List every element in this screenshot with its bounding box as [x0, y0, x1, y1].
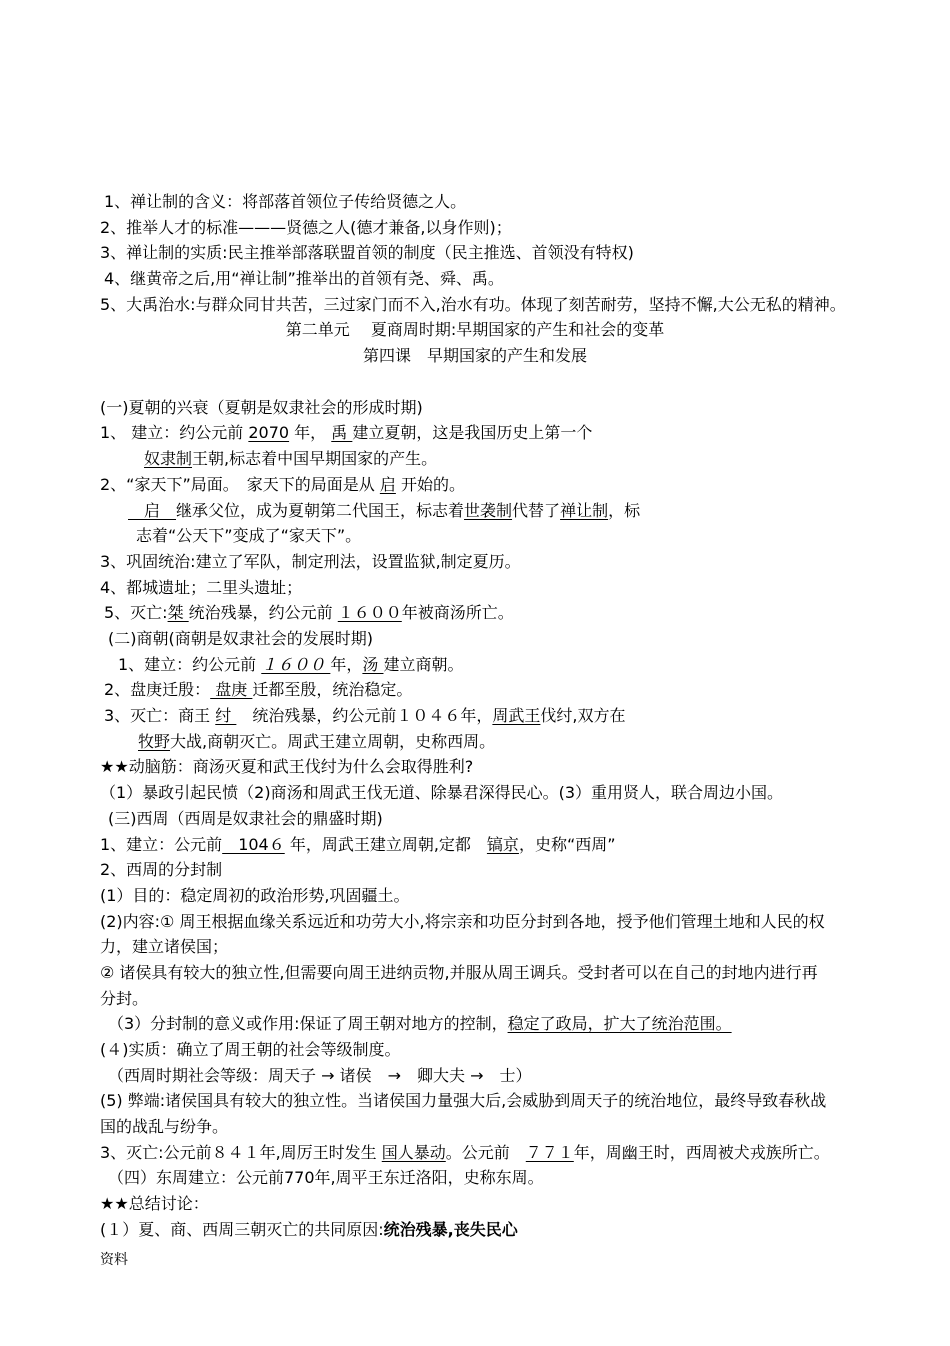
answer-abdication: 禅让制 [560, 501, 609, 520]
line-fenfeng-content: (2)内容:① 周王根据血缘关系远近和功劳大小,将宗亲和功臣分封到各地，授予他们管理土地和人民的权 [100, 912, 825, 931]
line-leaders: 4、继黄帝之后,用“禅让制”推举出的首领有尧、舜、禹。 [104, 269, 504, 288]
answer-zhou: 纣 [215, 706, 237, 725]
answer-771: ７７１ [525, 1143, 574, 1162]
line-summary-1: (１）夏、商、西周三朝灭亡的共同原因:统治残暴,丧失民心 [100, 1220, 518, 1239]
answer-king-wu: 周武王 [492, 706, 541, 725]
line-think: ★★动脑筋：商汤灭夏和武王伐纣为什么会取得胜利? [100, 757, 474, 776]
line-xia-fall: 5、灭亡:桀 统治残暴，约公元前 １６００年被商汤所亡。 [104, 603, 514, 622]
line-fenfeng-drawback-2: 国的战乱与纷争。 [100, 1117, 229, 1136]
answer-stability: 稳定了政局，扩大了统治范围。 [507, 1014, 732, 1033]
line-social-hierarchy: （西周时期社会等级：周天子 → 诸侯 → 卿大夫 → 士） [108, 1066, 532, 1085]
answer-tang: 汤 [362, 655, 384, 674]
answer-qi-2: 启 [128, 501, 177, 520]
line-vassal-independence: ② 诸侯具有较大的独立性,但需要向周王进纳贡物,并服从周王调兵。受封者可以在自己的封地内进行再 [100, 963, 818, 982]
line-zhou-founding: 1、建立：公元前 104６ 年，周武王建立周朝,定都 镐京，史称“西周” [100, 835, 616, 854]
line-shang-founding: 1、建立：约公元前 １６００ 年，汤 建立商朝。 [118, 655, 464, 674]
line-fenfeng: 2、西周的分封制 [100, 860, 223, 879]
line-qi-succession: 启 继承父位，成为夏朝第二代国王，标志着世袭制代替了禅让制，标 [128, 501, 641, 520]
footer-label: 资料 [100, 1252, 128, 1268]
line-talent-standard: 2、推举人才的标准———贤德之人(德才兼备,以身作则)； [100, 218, 512, 237]
line-vassal-independence-2: 分封。 [100, 989, 149, 1008]
line-fenfeng-drawback: (5) 弊端:诸侯国具有较大的独立性。当诸侯国力量强大后,会威胁到周天子的统治地位，最终导致春秋战 [100, 1091, 827, 1110]
answer-pangeng: 盘庚 [210, 680, 253, 699]
line-xia-founding: 1、 建立：约公元前 2070 年， 禹 建立夏朝，这是我国历史上第一个 [100, 423, 593, 442]
line-fenfeng-essence: (４)实质：确立了周王朝的社会等级制度。 [100, 1040, 401, 1059]
line-jiatianxia: 2、“家天下”局面。 家天下的局面是从 启 开始的。 [100, 475, 465, 494]
line-zhou-fall: 3、灭亡:公元前８４１年,周厉王时发生 国人暴动。公元前 ７７１年，周幽王时，西周被犬戎族所亡。 [100, 1143, 830, 1162]
section-xia: (一)夏朝的兴衰（夏朝是奴隶社会的形成时期) [100, 398, 423, 417]
line-dayu: 5、大禹治水:与群众同甘共苦，三过家门而不入,治水有功。体现了刻苦耐劳，坚持不懈,大公无私的精神。 [100, 295, 846, 314]
answer-slavery: 奴隶制 [144, 449, 193, 468]
unit-title: 第二单元 夏商周时期:早期国家的产生和社会的变革 [285, 320, 665, 339]
line-muye: 牧野大战,商朝灭亡。周武王建立周朝，史称西周。 [138, 732, 496, 751]
answer-muye: 牧野 [138, 732, 171, 751]
answer-1046: 104６ [222, 835, 285, 854]
line-xia-slavery: 奴隶制王朝,标志着中国早期国家的产生。 [144, 449, 438, 468]
answer-jie: 桀 [167, 603, 189, 622]
line-shang-fall: 3、灭亡：商王 纣 统治残暴，约公元前１０４６年，周武王伐纣,双方在 [104, 706, 626, 725]
line-shanrang-meaning: 1、禅让制的含义：将部落首领位子传给贤德之人。 [104, 192, 467, 211]
answer-uprising: 国人暴动 [381, 1143, 446, 1162]
answer-haojing: 镐京 [486, 835, 519, 854]
line-summary: ★★总结讨论： [100, 1194, 209, 1213]
section-eastern-zhou: （四）东周建立：公元前770年,周平王东迁洛阳，史称东周。 [108, 1168, 544, 1187]
answer-2070: 2070 [248, 423, 290, 442]
answer-qi: 启 [379, 475, 396, 494]
answer-1600-italic: １６００ [261, 655, 331, 674]
answer-common-cause: 统治残暴,丧失民心 [383, 1220, 518, 1239]
line-capital-site: 4、都城遗址；二里头遗址； [100, 578, 303, 597]
line-fenfeng-significance: （3）分封制的意义或作用:保证了周王朝对地方的控制，稳定了政局，扩大了统治范围。 [108, 1014, 732, 1033]
line-gongtianxia: 志着“公天下”变成了“家天下”。 [136, 526, 362, 545]
line-shanrang-essence: 3、禅让制的实质:民主推举部落联盟首领的制度（民主推选、首领没有特权) [100, 243, 634, 262]
section-shang: (二)商朝(商朝是奴隶社会的发展时期) [108, 629, 373, 648]
answer-1600: １６００ [337, 603, 402, 622]
line-consolidate: 3、巩固统治:建立了军队，制定刑法，设置监狱,制定夏历。 [100, 552, 521, 571]
line-think-answer: （1）暴政引起民愤（2)商汤和周武王伐无道、除暴君深得民心。(3）重用贤人，联合周边小国。 [100, 783, 784, 802]
line-fenfeng-content-2: 力，建立诸侯国； [100, 937, 229, 956]
line-fenfeng-purpose: (1）目的：稳定周初的政治形势,巩固疆土。 [100, 886, 410, 905]
answer-hereditary: 世袭制 [464, 501, 513, 520]
answer-yu: 禹 [331, 423, 353, 442]
line-pangeng: 2、盘庚迁殷： 盘庚 迁都至殷，统治稳定。 [104, 680, 413, 699]
lesson-title: 第四课 早期国家的产生和发展 [362, 346, 587, 365]
section-western-zhou: (三)西周（西周是奴隶社会的鼎盛时期) [108, 809, 383, 828]
